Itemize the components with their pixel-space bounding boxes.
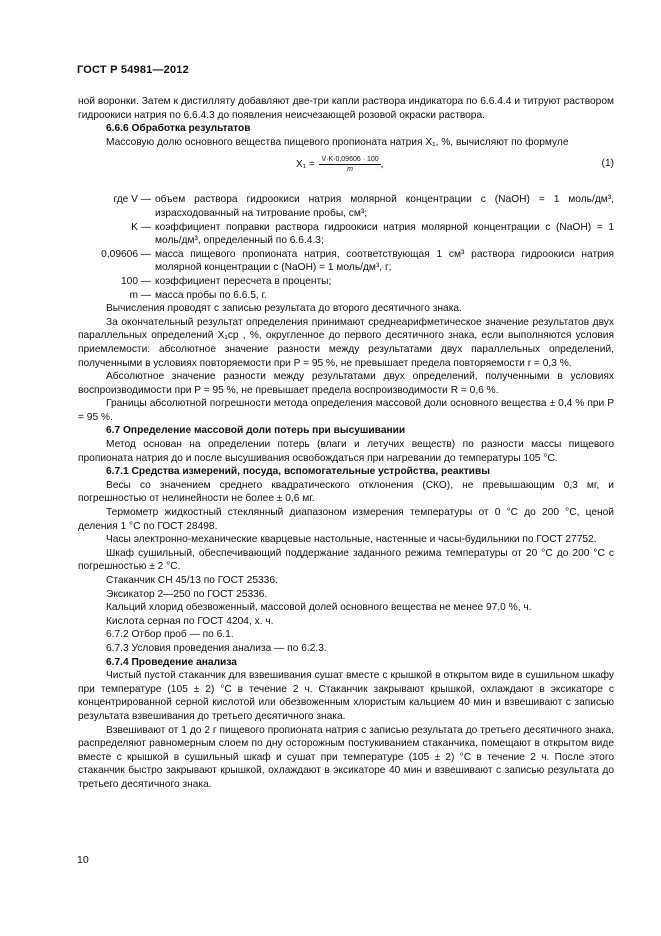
document-body bbox=[78, 95, 614, 792]
section-6-6-6-heading: 6.6.6 Обработка результатов bbox=[106, 123, 251, 135]
formula-1 bbox=[78, 151, 614, 185]
equipment-item: Термометр жидкостный стеклянный диапазоном измерения температуры от 0 °С до 200 °С, ценой деления 1 °С по ГОСТ 28498. bbox=[78, 507, 614, 532]
equipment-item: Кальций хлорид обезвоженный, массовой долей основного вещества не менее 97,0 %, ч. bbox=[106, 602, 532, 614]
paragraph: Чистый пустой стаканчик для взвешивания сушат вместе с крышкой в открытом виде в сушильном шкафу при температуре (105 ± 2) °С в течение 2 ч. Стаканчик закрывают крышкой, охлаждают в эксикаторе с концентрированной серной кислотой или обезвоженным хлористым кальцием 40 мин и взвешивают с записью результата взвешивания до третьего десятичного знака. bbox=[78, 670, 614, 722]
definition-symbol: m — bbox=[129, 289, 151, 301]
definition-symbol: 100 — bbox=[120, 275, 151, 287]
equipment-item: Часы электронно-механические кварцевые настольные, настенные и часы-будильники по ГОСТ 27752. bbox=[106, 534, 597, 546]
definition-row bbox=[78, 221, 614, 248]
equipment-item: Кислота серная по ГОСТ 4204, х. ч. bbox=[106, 615, 274, 627]
section-6-7-3: 6.7.3 Условия проведения анализа — по 6.2.3. bbox=[106, 642, 327, 654]
equipment-item: Шкаф сушильный, обеспечивающий поддержание заданного режима температуры от 20 °С до 200 °С с погрешностью ± 2 °С. bbox=[78, 547, 614, 573]
section-6-7-1-heading: 6.7.1 Средства измерений, посуда, вспомогательные устройства, реактивы bbox=[106, 466, 490, 478]
equipment-item: Эксикатор 2—250 по ГОСТ 25336. bbox=[106, 588, 268, 600]
intro-paragraph: ной воронки. Затем к дистилляту добавляют две-три капли раствора индикатора по 6.6.4.4 и титруют раствором гидроокиси натрия по 6.6.4.3 до появления неисчезающей розовой окраски раствора. bbox=[78, 96, 614, 121]
definition-text: коэффициент пересчета в проценты; bbox=[155, 275, 332, 287]
section-6-7-4-heading: 6.7.4 Проведение анализа bbox=[106, 656, 237, 668]
definition-text: масса пищевого пропионата натрия, соответствующая 1 см³ раствора гидроокиси натрия молярной концентрации c (NaOH) = 1 моль/дм³, г; bbox=[155, 248, 614, 274]
formula-lead: Массовую долю основного вещества пищевого пропионата натрия X₁, %, вычисляют по формуле bbox=[106, 136, 569, 148]
definition-symbol: K — bbox=[131, 221, 151, 233]
equipment-item: Стаканчик СН 45/13 по ГОСТ 25336. bbox=[106, 575, 278, 586]
paragraph: За окончательный результат определения принимают среднеарифметическое значение результатов двух параллельных определений X₁ср , %, округленное до первого десятичного знака, если выполняются условия приемлемости: абсолютное значение разности между результатами двух параллельных определений, полученными в условиях повторяемости при P = 95 %, не превышает предела повторяемости r = 0,3 %. bbox=[78, 316, 614, 369]
paragraph: Абсолютное значение разности между результатами двух определений, полученными в условиях воспроизводимости при P = 95 %, не превышает предела воспроизводимости R = 0,6 %. bbox=[78, 371, 614, 396]
definition-row bbox=[78, 289, 614, 303]
section-6-7-2: 6.7.2 Отбор проб — по 6.1. bbox=[106, 629, 234, 641]
variable-definitions bbox=[78, 193, 614, 302]
paragraph: Вычисления проводят с записью результата до второго десятичного знака. bbox=[106, 303, 462, 315]
formula-numerator: V·K·0,09606 · 100 bbox=[321, 156, 379, 164]
definition-row bbox=[78, 193, 614, 220]
page-number: 10 bbox=[77, 854, 89, 866]
definition-symbol: 0,09606 — bbox=[101, 248, 151, 260]
document-header: ГОСТ Р 54981—2012 bbox=[77, 64, 189, 76]
formula-denominator: m bbox=[347, 166, 353, 174]
equipment-item: Весы со значением среднего квадратического отклонения (СКО), не превышающим 0,3 мг, и погрешностью от нелинейности не более ± 0,6 мг. bbox=[78, 479, 614, 505]
definition-row bbox=[78, 248, 614, 275]
formula-lhs: X₁ = bbox=[296, 159, 315, 171]
formula-tail: , bbox=[380, 159, 384, 171]
equation-number: (1) bbox=[601, 158, 614, 170]
formula-expression bbox=[296, 155, 383, 174]
definition-text: объем раствора гидроокиси натрия молярной концентрации c (NaOH) = 1 моль/дм³, израсходованный на титрование пробы, см³; bbox=[155, 194, 614, 219]
formula-fraction bbox=[319, 155, 380, 174]
definition-text: масса пробы по 6.6.5, г. bbox=[155, 289, 267, 301]
paragraph: Взвешивают от 1 до 2 г пищевого пропионата натрия с записью результата до третьего десятичного знака, распределяют равномерным слоем по дну осторожным постукиванием стаканчика, помещают в открытом виде вместе с крышкой в сушильный шкаф и сушат при температуре (105 ± 2) °С в течение 2 ч. После этого стаканчик быстро закрывают крышкой, охлаждают в эксикаторе 40 мин и взвешивают с записью результата до третьего десятичного знака. bbox=[78, 724, 614, 790]
paragraph: Метод основан на определении потерь (влаги и летучих веществ) по разности массы пищевого пропионата натрия до и после высушивания освобождаться при нагревании до температуры 105 °С. bbox=[78, 439, 614, 464]
definition-row bbox=[78, 275, 614, 289]
definition-text: коэффициент поправки раствора гидроокиси натрия молярной концентрации c (NaOH) = 1 моль/дм³, определенный по 6.6.4.3; bbox=[155, 221, 614, 247]
paragraph: Границы абсолютной погрешности метода определения массовой доли основного вещества ± 0,4 % при P = 95 %. bbox=[78, 398, 614, 423]
section-6-7-heading: 6.7 Определение массовой доли потерь при высушивании bbox=[106, 425, 406, 437]
definition-symbol: где V — bbox=[113, 194, 151, 206]
